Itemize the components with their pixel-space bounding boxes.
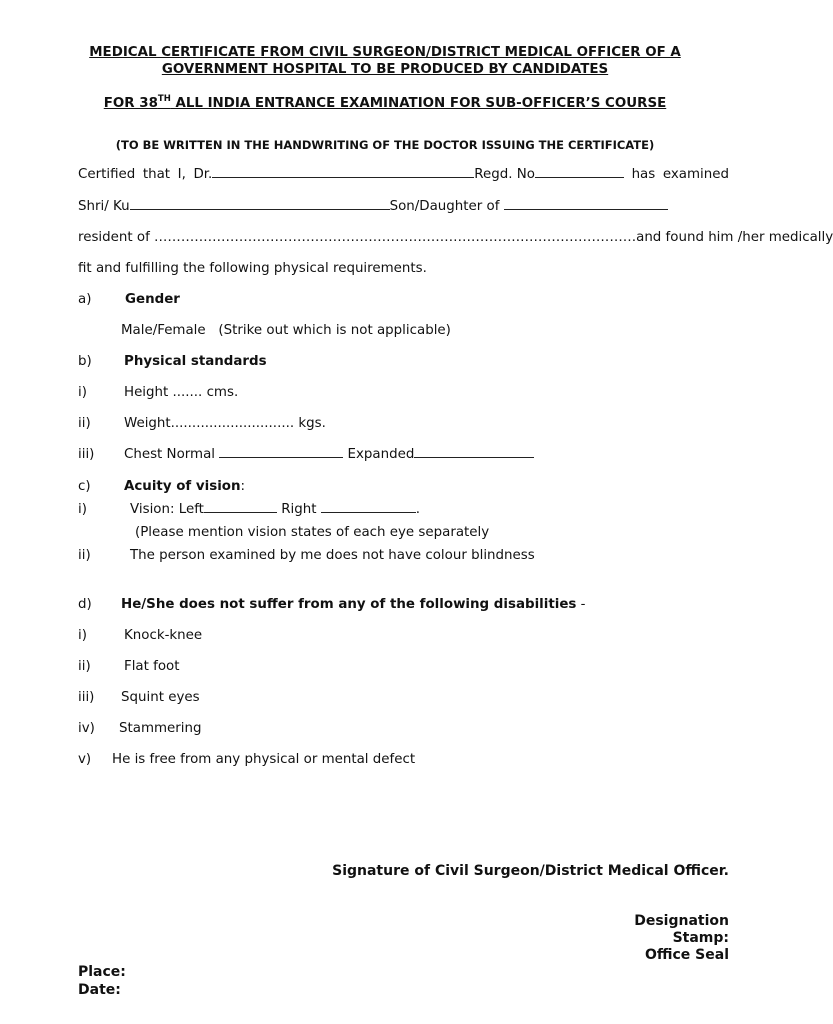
section-a-label: a)	[78, 292, 92, 307]
date-label: Date:	[78, 982, 121, 998]
title-line-2: GOVERNMENT HOSPITAL TO BE PRODUCED BY CANDIDATES	[161, 62, 609, 77]
weight-number: ii)	[78, 416, 91, 431]
resident-label: resident of ………………………………………………………………………………………………	[78, 230, 637, 245]
disability-number: iii)	[78, 690, 95, 705]
shri-label: Shri/ Ku	[78, 199, 130, 214]
found-text: and found him /her medically	[636, 230, 833, 245]
exam-superscript: TH	[157, 94, 171, 104]
vision-right-label: Right	[281, 502, 317, 517]
vision-line	[130, 502, 420, 517]
exam-heading	[0, 91, 770, 112]
exam-prefix: FOR 38	[103, 96, 158, 111]
section-d-label: d)	[78, 597, 92, 612]
regd-label: Regd. No	[474, 167, 535, 182]
disability-number: iv)	[78, 721, 95, 736]
doctor-name-line	[212, 176, 474, 178]
dr-label: Dr.	[193, 167, 213, 182]
vision-left-label: Vision: Left	[130, 502, 204, 517]
chest-number: iii)	[78, 447, 95, 462]
vision-note: (Please mention vision states of each eye separately	[135, 525, 490, 540]
resident-line	[78, 230, 833, 245]
certified-word: Certified	[78, 167, 136, 182]
disability-item: He is free from any physical or mental defect	[112, 752, 416, 767]
vision-right-field[interactable]	[321, 511, 416, 513]
place-label: Place:	[78, 964, 126, 980]
chest-line	[124, 447, 534, 462]
has-word: has	[631, 167, 656, 182]
that-word: that	[142, 167, 171, 182]
disability-item: Knock-knee	[124, 628, 203, 643]
disability-number: i)	[78, 628, 87, 643]
shri-line	[78, 199, 668, 214]
gender-line: Male/Female (Strike out which is not applicable)	[121, 323, 451, 338]
weight-field[interactable]: Weight............................. kgs.	[124, 416, 326, 431]
doctor-name-field[interactable]	[193, 167, 624, 182]
i-word: I,	[177, 167, 186, 182]
gender-heading: Gender	[125, 292, 180, 307]
shri-name-line[interactable]	[130, 208, 390, 210]
colour-blindness-text: The person examined by me does not have colour blindness	[130, 548, 535, 563]
parent-name-line[interactable]	[504, 208, 668, 210]
stamp-label: Stamp:	[672, 930, 729, 946]
signature-label: Signature of Civil Surgeon/District Medical Officer.	[332, 863, 729, 879]
vision-heading-colon: :	[240, 479, 246, 494]
section-c-label: c)	[78, 479, 91, 494]
colour-number: ii)	[78, 548, 91, 563]
fit-text: fit and fulfilling the following physical requirements.	[78, 261, 427, 276]
physical-standards-heading: Physical standards	[124, 354, 267, 369]
vision-number: i)	[78, 502, 87, 517]
regd-no-line	[535, 176, 624, 178]
disabilities-heading	[121, 597, 585, 612]
vision-heading	[124, 479, 245, 494]
height-field[interactable]: Height ....... cms.	[124, 385, 239, 400]
disability-item: Stammering	[119, 721, 202, 736]
certified-line	[78, 167, 729, 182]
instruction: (TO BE WRITTEN IN THE HANDWRITING OF THE DOCTOR ISSUING THE CERTIFICATE)	[115, 138, 655, 152]
disabilities-heading-dash: -	[576, 597, 586, 612]
disability-item: Squint eyes	[121, 690, 200, 705]
vision-period: .	[415, 502, 420, 517]
disabilities-heading-text: He/She does not suffer from any of the following disabilities	[121, 597, 577, 612]
chest-expanded-label: Expanded	[347, 447, 415, 462]
exam-suffix: ALL INDIA ENTRANCE EXAMINATION FOR SUB-OFFICER’S COURSE	[170, 96, 667, 111]
office-seal-label: Office Seal	[644, 947, 729, 963]
designation-label: Designation	[634, 913, 729, 929]
vision-left-field[interactable]	[204, 511, 277, 513]
chest-expanded-field[interactable]	[414, 456, 534, 458]
height-number: i)	[78, 385, 87, 400]
vision-heading-text: Acuity of vision	[124, 479, 241, 494]
disability-number: v)	[78, 752, 92, 767]
title-line-1: MEDICAL CERTIFICATE FROM CIVIL SURGEON/DISTRICT MEDICAL OFFICER OF A	[89, 45, 681, 60]
section-b-label: b)	[78, 354, 92, 369]
examined-word: examined	[662, 167, 729, 182]
chest-normal-field[interactable]	[219, 456, 343, 458]
chest-normal-label: Chest Normal	[124, 447, 216, 462]
son-daughter-label: Son/Daughter of	[389, 199, 500, 214]
disability-item: Flat foot	[124, 659, 180, 674]
disability-number: ii)	[78, 659, 91, 674]
